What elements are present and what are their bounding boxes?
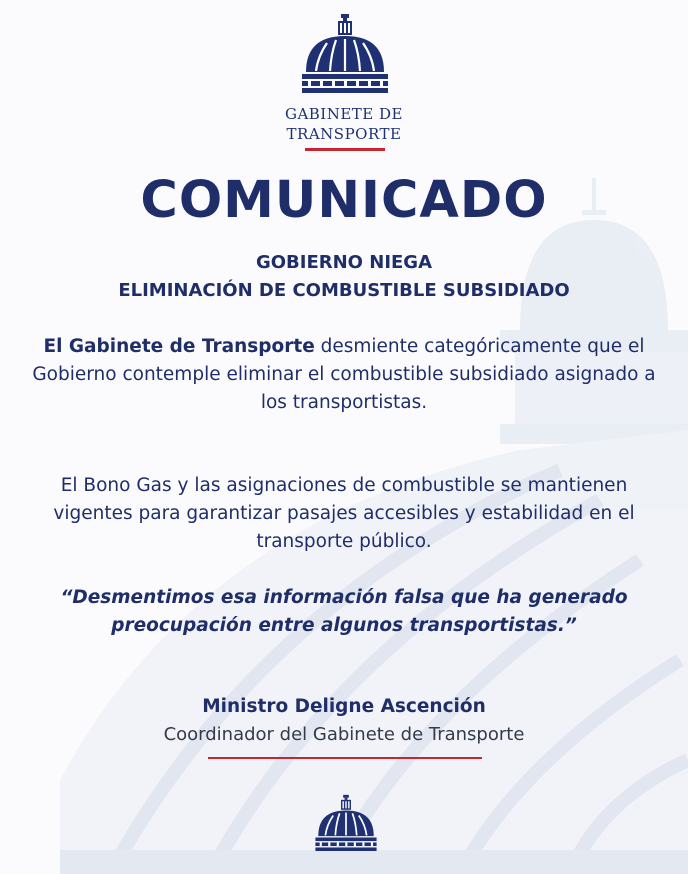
signature-name: Ministro Deligne Ascención: [202, 696, 486, 717]
org-underline: [305, 148, 385, 151]
org-name-line1: GABINETE DE: [284, 105, 404, 123]
org-name-line2: TRANSPORTE: [286, 125, 402, 143]
paragraph-2: El Bono Gas y las asignaciones de combustible se mantienen vigentes para garantizar pasajes accesibles y estabilidad en el transporte público.: [53, 475, 635, 552]
page-title: COMUNICADO: [140, 171, 548, 230]
signature-role: Coordinador del Gabinete de Transporte: [163, 724, 525, 745]
capitol-dome-footer-icon: [314, 794, 378, 854]
org-name: [0, 104, 688, 144]
subheading-line1: GOBIERNO NIEGA: [255, 252, 433, 273]
quote: “Desmentimos esa información falsa que ha generado preocupación entre algunos transportistas.”: [60, 587, 628, 636]
subheading-line2: ELIMINACIÓN DE COMBUSTIBLE SUBSIDIADO: [118, 280, 570, 301]
paragraph-1-rest: desmiente categóricamente que el Gobierno contemple eliminar el combustible subsidiado asignado a los transportistas.: [32, 336, 656, 413]
paragraph-1-bold: El Gabinete de Transporte: [43, 336, 315, 357]
paragraph-1: [30, 333, 658, 417]
signature-underline: [208, 757, 482, 759]
capitol-dome-icon: [300, 14, 390, 96]
